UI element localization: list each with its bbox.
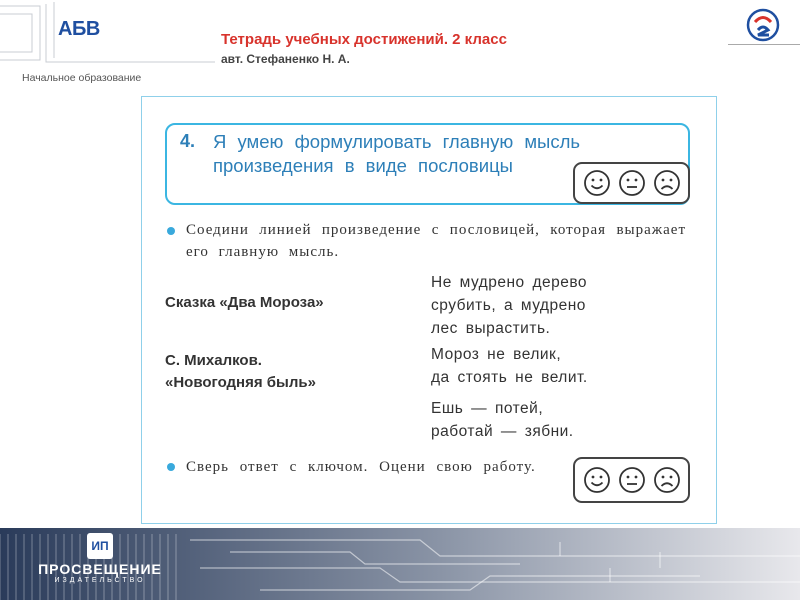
proverb-line: работай — зябни. <box>431 423 574 440</box>
proverb-line: да стоять не велит. <box>431 369 588 386</box>
self-assessment-box[interactable] <box>573 162 690 204</box>
publisher-subtitle: ИЗДАТЕЛЬСТВО <box>54 577 146 584</box>
work-line: Сказка «Два Мороза» <box>165 294 324 311</box>
work-line: С. Михалков. <box>165 352 262 369</box>
work-line: «Новогодняя быль» <box>165 374 316 391</box>
instruction-connect: Соедини линией произведение с пословицей, которая выражает его главную мысль. <box>186 222 686 260</box>
brand-subtitle: Начальное образование <box>22 72 142 84</box>
publisher-name: ПРОСВЕЩЕНИЕ <box>38 561 162 577</box>
proverb-item[interactable] <box>431 397 574 443</box>
proverb-item[interactable] <box>431 271 587 340</box>
publisher-emblem-icon <box>746 8 780 42</box>
proverb-line: Мороз не велик, <box>431 346 562 363</box>
self-assessment-box[interactable] <box>573 457 690 503</box>
topic-text: Я умею формулировать главную мысль произведения в виде пословицы <box>213 131 581 176</box>
sad-face-icon[interactable] <box>652 465 682 495</box>
work-item[interactable] <box>165 350 316 394</box>
bullet-icon <box>167 227 175 235</box>
brand-logo: АБВ <box>58 18 100 40</box>
proverb-line: Не мудрено дерево <box>431 274 588 291</box>
proverb-line: Ешь — потей, <box>431 400 544 417</box>
neutral-face-icon[interactable] <box>617 168 647 198</box>
proverb-line: лес вырастить. <box>431 320 551 337</box>
page-title: Тетрадь учебных достижений. 2 класс <box>221 31 507 48</box>
header-rule <box>728 44 800 45</box>
bullet-icon <box>167 463 175 471</box>
topic-number: 4. <box>180 131 196 151</box>
author-line: авт. Стефаненко Н. А. <box>221 52 350 66</box>
proverb-item[interactable] <box>431 343 588 389</box>
publisher-logo <box>22 533 178 595</box>
smile-icon[interactable] <box>582 465 612 495</box>
work-item[interactable] <box>165 292 324 314</box>
book-emblem-icon: ИП <box>87 533 113 559</box>
proverb-line: срубить, а мудрено <box>431 297 586 314</box>
smile-icon[interactable] <box>582 168 612 198</box>
instruction-check: Сверь ответ с ключом. Оцени свою работу. <box>186 459 536 475</box>
sad-face-icon[interactable] <box>652 168 682 198</box>
neutral-face-icon[interactable] <box>617 465 647 495</box>
